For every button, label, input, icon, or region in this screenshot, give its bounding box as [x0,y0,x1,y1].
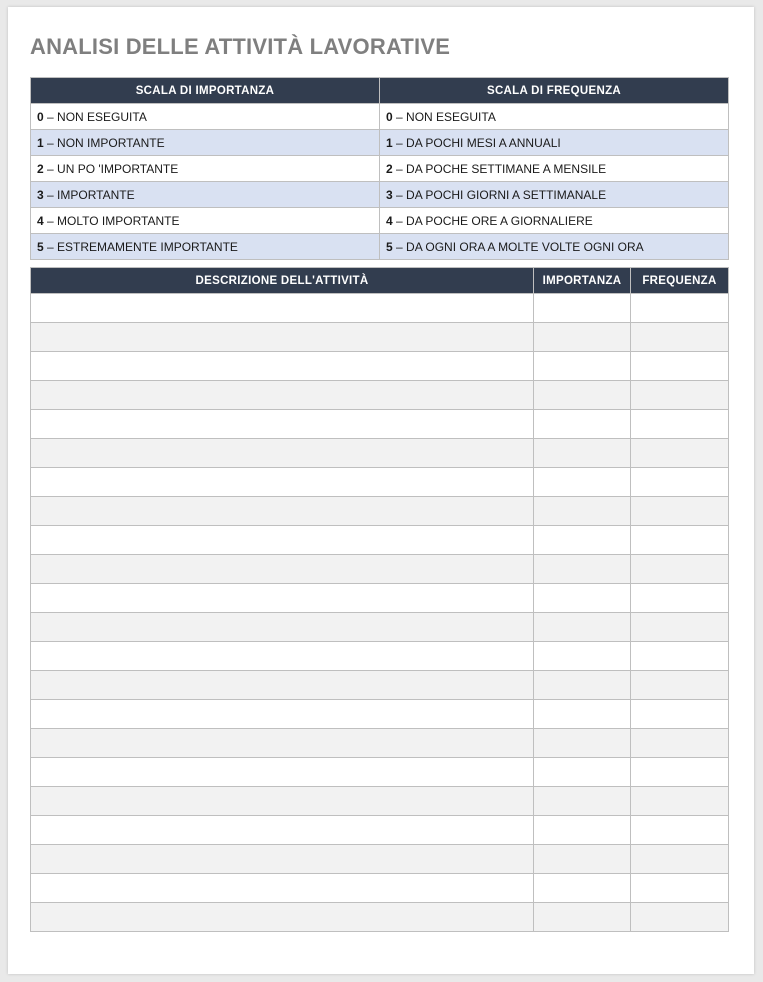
task-description-cell[interactable] [31,700,534,729]
task-row [31,729,729,758]
task-frequency-cell[interactable] [631,816,729,845]
task-description-cell[interactable] [31,671,534,700]
task-row [31,294,729,323]
task-frequency-cell[interactable] [631,671,729,700]
task-importance-cell[interactable] [534,787,631,816]
importance-level-label: NON IMPORTANTE [57,135,165,150]
frequency-scale-cell [380,234,729,260]
task-row [31,671,729,700]
importance-level-number: 3 [37,187,44,202]
task-row [31,845,729,874]
task-frequency-cell[interactable] [631,410,729,439]
task-importance-cell[interactable] [534,845,631,874]
task-frequency-cell[interactable] [631,352,729,381]
frequency-scale-cell [380,104,729,130]
task-importance-cell[interactable] [534,381,631,410]
task-description-cell[interactable] [31,323,534,352]
level-separator: – [43,213,58,228]
task-frequency-cell[interactable] [631,497,729,526]
level-separator: – [43,187,58,202]
task-importance-cell[interactable] [534,729,631,758]
frequency-scale-cell [380,156,729,182]
task-frequency-cell[interactable] [631,294,729,323]
task-importance-cell[interactable] [534,323,631,352]
importance-level-number: 1 [37,135,44,150]
task-frequency-cell[interactable] [631,729,729,758]
task-row [31,439,729,468]
frequency-level-label: DA POCHE SETTIMANE A MENSILE [406,161,607,176]
task-importance-cell[interactable] [534,584,631,613]
task-row [31,903,729,932]
task-row [31,381,729,410]
task-description-cell[interactable] [31,555,534,584]
scale-row [31,182,729,208]
task-row [31,816,729,845]
frequency-scale-cell [380,182,729,208]
task-frequency-cell[interactable] [631,903,729,932]
scale-row [31,104,729,130]
scale-row [31,156,729,182]
task-row [31,468,729,497]
task-frequency-cell[interactable] [631,613,729,642]
task-importance-cell[interactable] [534,903,631,932]
importance-level-number: 4 [37,213,44,228]
frequency-level-number: 5 [386,239,393,254]
level-separator: – [43,109,58,124]
task-description-cell[interactable] [31,787,534,816]
page-title: ANALISI DELLE ATTIVITÀ LAVORATIVE [30,34,451,59]
task-importance-cell[interactable] [534,758,631,787]
task-importance-cell[interactable] [534,874,631,903]
task-row [31,758,729,787]
frequency-scale-cell [380,208,729,234]
task-description-cell[interactable] [31,352,534,381]
scale-header-row [31,78,729,104]
task-description-cell[interactable] [31,874,534,903]
level-separator: – [43,161,58,176]
task-row [31,787,729,816]
scale-row [31,234,729,260]
importance-level-label: ESTREMAMENTE IMPORTANTE [57,239,238,254]
task-description-cell[interactable] [31,613,534,642]
task-description-cell[interactable] [31,758,534,787]
frequency-scale-cell [380,130,729,156]
importance-column-header: IMPORTANZA [534,268,631,294]
frequency-level-number: 3 [386,187,393,202]
task-importance-cell[interactable] [534,468,631,497]
task-description-cell[interactable] [31,642,534,671]
importance-level-label: IMPORTANTE [57,187,135,202]
task-description-cell[interactable] [31,845,534,874]
task-description-cell[interactable] [31,497,534,526]
task-frequency-cell[interactable] [631,439,729,468]
importance-scale-cell [31,104,380,130]
task-row [31,642,729,671]
importance-scale-cell [31,156,380,182]
task-importance-cell[interactable] [534,700,631,729]
importance-level-label: MOLTO IMPORTANTE [57,213,180,228]
level-separator: – [392,213,407,228]
importance-level-number: 2 [37,161,44,176]
description-column-header: DESCRIZIONE DELL'ATTIVITÀ [31,268,534,294]
frequency-level-label: DA POCHE ORE A GIORNALIERE [406,213,593,228]
task-row [31,526,729,555]
task-header-row [31,268,729,294]
task-importance-cell[interactable] [534,555,631,584]
task-importance-cell[interactable] [534,613,631,642]
importance-level-number: 5 [37,239,44,254]
frequency-level-number: 1 [386,135,393,150]
task-description-cell[interactable] [31,410,534,439]
level-separator: – [392,109,407,124]
scale-row [31,130,729,156]
task-frequency-cell[interactable] [631,700,729,729]
task-description-cell[interactable] [31,816,534,845]
task-frequency-cell[interactable] [631,468,729,497]
task-frequency-cell[interactable] [631,642,729,671]
frequency-level-number: 2 [386,161,393,176]
task-frequency-cell[interactable] [631,555,729,584]
importance-level-label: NON ESEGUITA [57,109,147,124]
frequency-column-header: FREQUENZA [631,268,729,294]
task-description-cell[interactable] [31,903,534,932]
task-row [31,323,729,352]
frequency-level-label: DA POCHI MESI A ANNUALI [406,135,561,150]
importance-scale-cell [31,130,380,156]
task-description-cell[interactable] [31,381,534,410]
importance-scale-cell [31,208,380,234]
task-table [30,267,729,932]
task-importance-cell[interactable] [534,439,631,468]
document-page [8,7,754,974]
task-importance-cell[interactable] [534,526,631,555]
frequency-level-number: 0 [386,109,393,124]
frequency-level-label: DA POCHI GIORNI A SETTIMANALE [406,187,607,202]
task-row [31,613,729,642]
task-importance-cell[interactable] [534,497,631,526]
task-frequency-cell[interactable] [631,845,729,874]
scale-table [30,77,729,260]
importance-scale-header: SCALA DI IMPORTANZA [31,78,380,104]
task-row [31,497,729,526]
task-importance-cell[interactable] [534,294,631,323]
task-row [31,555,729,584]
task-importance-cell[interactable] [534,642,631,671]
level-separator: – [43,239,58,254]
task-frequency-cell[interactable] [631,758,729,787]
task-frequency-cell[interactable] [631,323,729,352]
task-frequency-cell[interactable] [631,787,729,816]
level-separator: – [392,239,407,254]
frequency-level-label: DA OGNI ORA A MOLTE VOLTE OGNI ORA [406,239,644,254]
importance-level-label: UN PO 'IMPORTANTE [57,161,179,176]
task-description-cell[interactable] [31,294,534,323]
task-row [31,410,729,439]
importance-scale-cell [31,182,380,208]
task-frequency-cell[interactable] [631,874,729,903]
level-separator: – [392,161,407,176]
scale-row [31,208,729,234]
task-frequency-cell[interactable] [631,584,729,613]
task-description-cell[interactable] [31,439,534,468]
level-separator: – [392,187,407,202]
frequency-level-number: 4 [386,213,393,228]
task-importance-cell[interactable] [534,671,631,700]
task-importance-cell[interactable] [534,410,631,439]
task-frequency-cell[interactable] [631,526,729,555]
level-separator: – [392,135,407,150]
task-row [31,700,729,729]
level-separator: – [43,135,58,150]
task-description-cell[interactable] [31,584,534,613]
importance-level-number: 0 [37,109,44,124]
task-importance-cell[interactable] [534,816,631,845]
task-description-cell[interactable] [31,729,534,758]
frequency-scale-header: SCALA DI FREQUENZA [380,78,729,104]
task-frequency-cell[interactable] [631,381,729,410]
importance-scale-cell [31,234,380,260]
frequency-level-label: NON ESEGUITA [406,109,496,124]
task-row [31,352,729,381]
task-description-cell[interactable] [31,526,534,555]
task-row [31,874,729,903]
task-row [31,584,729,613]
task-description-cell[interactable] [31,468,534,497]
task-importance-cell[interactable] [534,352,631,381]
